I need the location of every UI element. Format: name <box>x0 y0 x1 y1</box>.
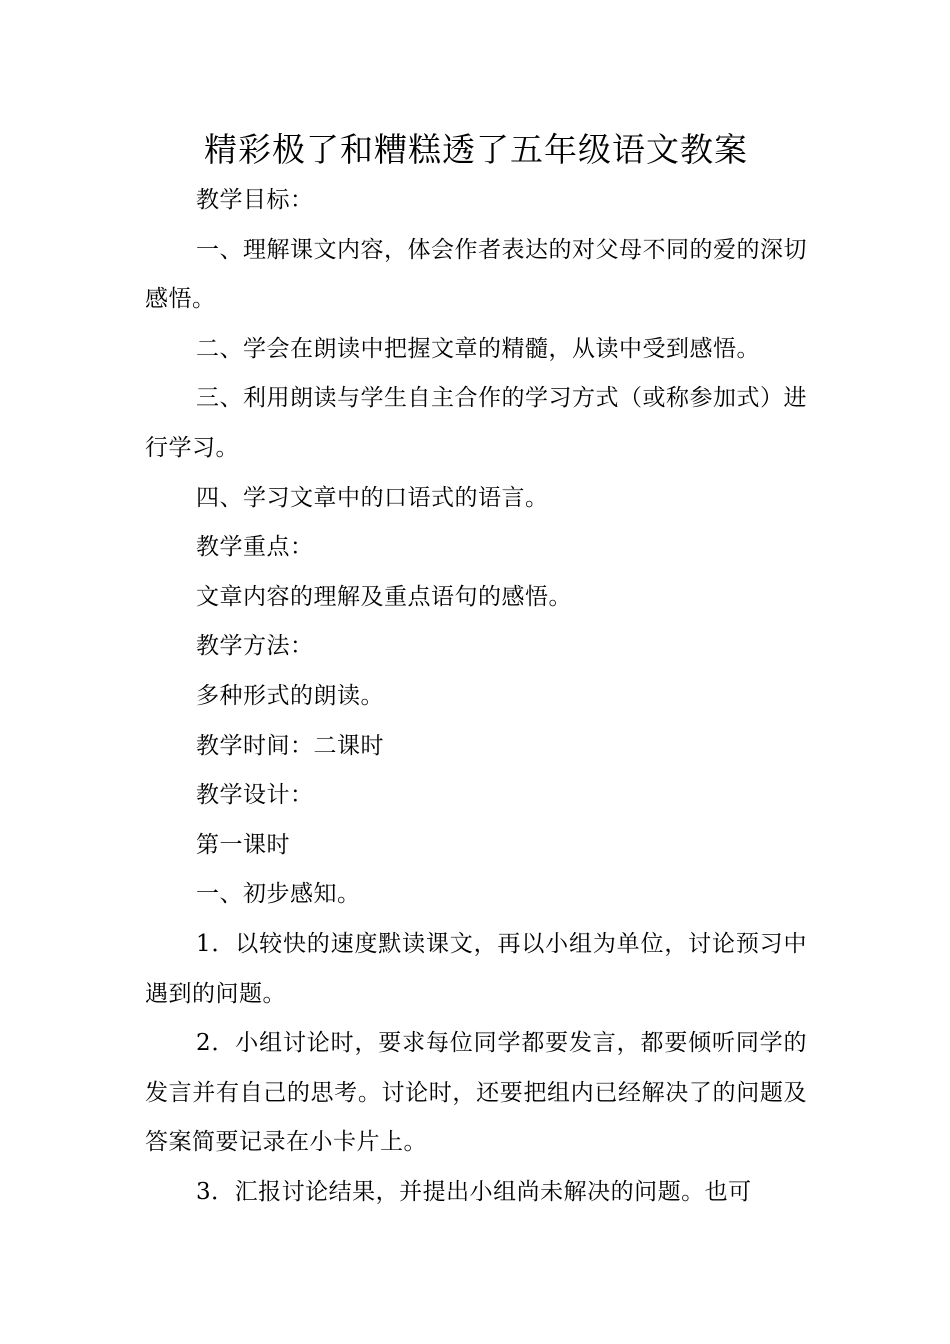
paragraph-objective-2: 二、学会在朗读中把握文章的精髓，从读中受到感悟。 <box>196 335 760 362</box>
paragraph-methods: 多种形式的朗读。 <box>196 682 384 709</box>
paragraph-item-3: 3．汇报讨论结果，并提出小组尚未解决的问题。也可 <box>196 1178 752 1205</box>
document-body <box>145 124 807 1217</box>
paragraph-item-2: 2．小组讨论时，要求每位同学都要发言，都要倾听同学的发言并有自己的思考。讨论时，还要把组内已经解决了的问题及答案简要记录在小卡片上。 <box>145 1030 807 1156</box>
paragraph-time: 教学时间：二课时 <box>196 732 384 759</box>
paragraph-step-1: 一、初步感知。 <box>196 881 361 908</box>
paragraph-item-1: 1．以较快的速度默读课文，再以小组为单位，讨论预习中遇到的问题。 <box>145 930 807 1007</box>
paragraph-objective-4: 四、学习文章中的口语式的语言。 <box>196 484 549 511</box>
paragraph-design-heading: 教学设计： <box>196 782 314 809</box>
paragraph-key-points-heading: 教学重点： <box>196 534 314 561</box>
paragraph-methods-heading: 教学方法： <box>196 633 314 660</box>
paragraph-key-points: 文章内容的理解及重点语句的感悟。 <box>196 583 572 610</box>
document-title: 精彩极了和糟糕透了五年级语文教案 <box>204 130 748 169</box>
paragraph-first-lesson: 第一课时 <box>196 831 290 858</box>
paragraph-objective-3: 三、利用朗读与学生自主合作的学习方式（或称参加式）进行学习。 <box>145 385 807 461</box>
paragraph-objective-1: 一、理解课文内容，体会作者表达的对父母不同的爱的深切感悟。 <box>145 236 807 313</box>
paragraph-objectives-heading: 教学目标： <box>196 187 314 213</box>
